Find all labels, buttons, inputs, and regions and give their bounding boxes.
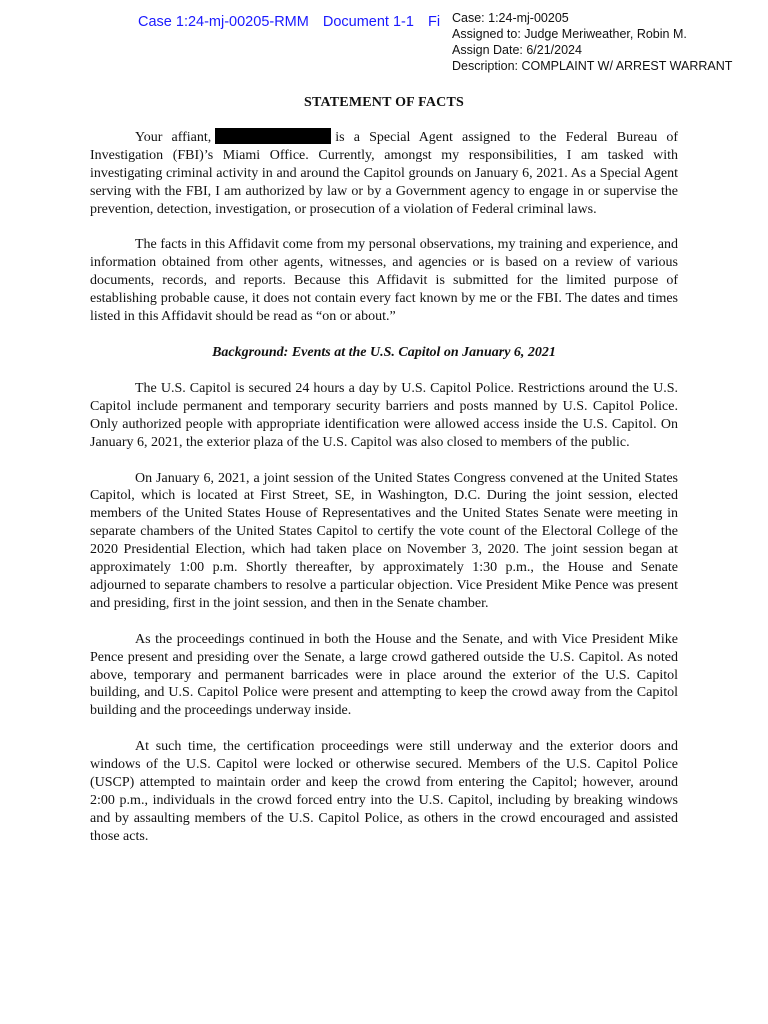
- section-heading: Background: Events at the U.S. Capitol on January 6, 2021: [212, 344, 556, 360]
- affiant-text: is a Special Agent assigned to the Federal Bureau of Investigation (FBI)’s Miami Office. Currently, amongst my responsibilities, I am tasked with investigating criminal activity in and around the Capitol grounds on January 6, 2021. As a Special Agent serving with the FBI, I am authorized by law or by a Government agency to engage in or supervise the prevention, detection, investigation, or prosecution of a violation of Federal criminal laws.: [90, 129, 678, 217]
- paragraph-forced-entry: At such time, the certification proceedings were still underway and the exterior doors and windows of the U.S. Capitol were locked or otherwise secured. Members of the U.S. Capitol Police (USCP) attempted to maintain order and keep the crowd from entering the Capitol; however, around 2:00 p.m., individuals in the crowd forced entry into the U.S. Capitol, including by breaking windows and by assaulting members of the U.S. Capitol Police, as others in the crowd encouraged and assisted those acts.: [90, 739, 678, 844]
- document-body: [90, 94, 678, 864]
- document-number: Document 1-1: [322, 14, 414, 30]
- filed-fragment: Fi: [427, 14, 441, 30]
- affiant-intro: Your affiant,: [135, 129, 212, 145]
- ecf-header-stamp: [138, 14, 448, 30]
- case-number: Case 1:24-mj-00205-RMM: [138, 14, 309, 30]
- paragraph-crowd: As the proceedings continued in both the House and the Senate, and with Vice President Mike Pence present and presiding over the Senate, a large crowd gathered outside the U.S. Capitol. As noted above, temporary and permanent barricades were in place around the exterior of the U.S. Capitol building, and U.S. Capitol Police were present and attempting to keep the crowd away from the Capitol building and the proceedings underway inside.: [90, 631, 678, 719]
- paragraph-sources: The facts in this Affidavit come from my personal observations, my training and experience, and information obtained from other agents, witnesses, and agencies or is based on a review of various documents, records, and reports. Because this Affidavit is submitted for the limited purpose of establishing probable cause, it does not contain every fact known by me or the FBI. The dates and times listed in this Affidavit should be read as “on or about.”: [90, 237, 678, 325]
- assigned-line: Assigned to: Judge Meriweather, Robin M.: [452, 27, 687, 41]
- case-assignment-box: [449, 10, 768, 76]
- paragraph-joint-session: On January 6, 2021, a joint session of the United States Congress convened at the United States Capitol, which is located at First Street, SE, in Washington, D.C. During the joint session, elected members of the United States House of Representatives and the United States Senate were meeting in separate chambers of the United States Capitol to certify the vote count of the Electoral College of the 2020 Presidential Election, which had taken place on November 3, 2020. The joint session began at approximately 1:00 p.m. Shortly thereafter, by approximately 1:30 p.m., the House and Senate adjourned to separate chambers to resolve a particular objection. Vice President Mike Pence was present and presiding, first in the joint session, and then in the Senate chamber.: [90, 470, 678, 611]
- assign-date-line: Assign Date: 6/21/2024: [452, 43, 582, 57]
- paragraph-capitol-security: The U.S. Capitol is secured 24 hours a day by U.S. Capitol Police. Restrictions around the U.S. Capitol include permanent and temporary security barriers and posts manned by U.S. Capitol Police. Only authorized people with appropriate identification were allowed access inside the U.S. Capitol. On January 6, 2021, the exterior plaza of the U.S. Capitol was also closed to members of the public.: [90, 380, 678, 450]
- document-title: STATEMENT OF FACTS: [304, 95, 464, 110]
- redaction-bar: [215, 128, 331, 144]
- paragraph-affiant: [90, 128, 678, 219]
- case-line: Case: 1:24-mj-00205: [452, 11, 569, 25]
- description-line: Description: COMPLAINT W/ ARREST WARRANT: [452, 59, 733, 73]
